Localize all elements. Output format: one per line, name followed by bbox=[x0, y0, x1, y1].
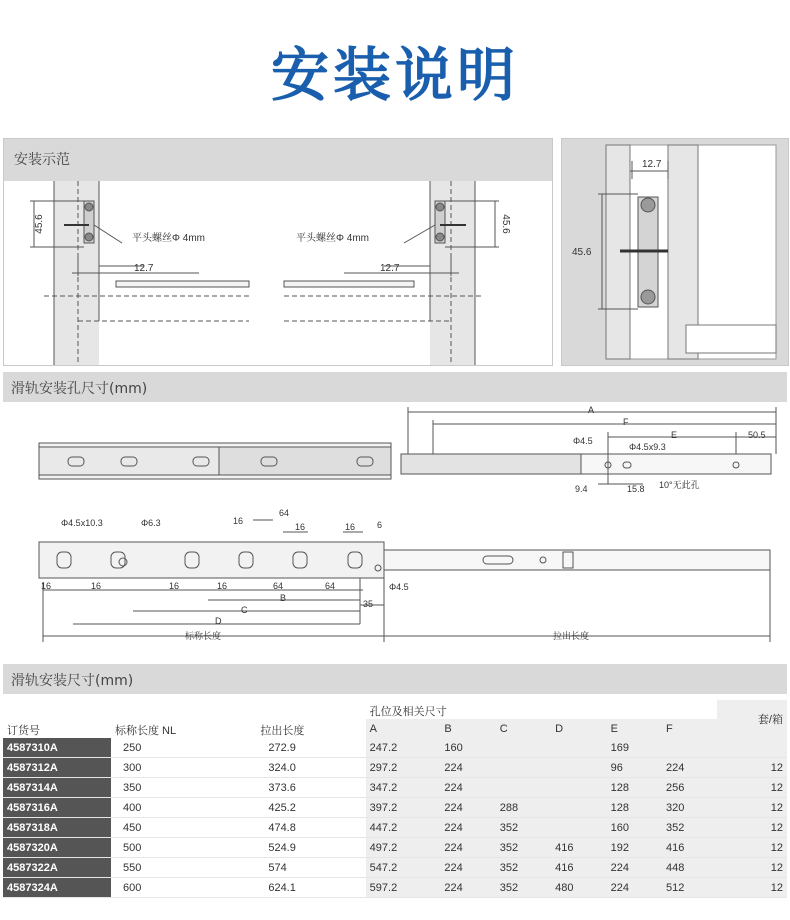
table-cell-b: 224 bbox=[440, 818, 495, 838]
table-cell-nl: 550 bbox=[111, 858, 256, 878]
table-cell-ext: 624.1 bbox=[256, 878, 365, 898]
table-cell-nl: 600 bbox=[111, 878, 256, 898]
table-cell-ext: 324.0 bbox=[256, 758, 365, 778]
detail-panel bbox=[561, 138, 789, 366]
dim-16-b2: 16 bbox=[91, 581, 102, 591]
table-cell-f: 448 bbox=[662, 858, 717, 878]
table-cell-f: 352 bbox=[662, 818, 717, 838]
bottom-slot-label: Φ4.5x10.3 bbox=[61, 518, 103, 528]
table-row bbox=[3, 798, 787, 818]
install-dims-header bbox=[3, 664, 787, 694]
top-slot-label: Φ4.5x9.3 bbox=[629, 442, 666, 452]
col-D-header: D bbox=[551, 719, 606, 738]
dim-16-b3: 16 bbox=[169, 581, 180, 591]
table-cell-code: 4587320A bbox=[3, 838, 111, 858]
col-A-header: A bbox=[366, 719, 441, 738]
table-cell-d bbox=[551, 758, 606, 778]
dim-64-top: 64 bbox=[279, 508, 290, 518]
table-cell-e: 128 bbox=[607, 798, 662, 818]
hole-drawing bbox=[3, 402, 787, 652]
table-cell-nl: 400 bbox=[111, 798, 256, 818]
table-cell-b: 160 bbox=[440, 738, 495, 758]
dim-64-b1: 64 bbox=[273, 581, 284, 591]
bottom-phi45-label: Φ4.5 bbox=[389, 582, 409, 592]
table-cell-d: 416 bbox=[551, 838, 606, 858]
table-cell-b: 224 bbox=[440, 798, 495, 818]
table-cell-code: 4587318A bbox=[3, 818, 111, 838]
table-cell-a: 347.2 bbox=[366, 778, 441, 798]
table-cell-e: 128 bbox=[607, 778, 662, 798]
table-cell-box: 12 bbox=[717, 778, 787, 798]
table-cell-f: 416 bbox=[662, 838, 717, 858]
no-hole-note: 10°无此孔 bbox=[659, 480, 700, 490]
table-cell-a: 547.2 bbox=[366, 858, 441, 878]
table-cell-f: 320 bbox=[662, 798, 717, 818]
table-cell-c bbox=[496, 758, 551, 778]
right-screw-label: 平头螺丝Φ 4mm bbox=[296, 233, 369, 244]
table-cell-code: 4587322A bbox=[3, 858, 111, 878]
table-cell-a: 397.2 bbox=[366, 798, 441, 818]
table-cell-a: 297.2 bbox=[366, 758, 441, 778]
col-E-header: E bbox=[607, 719, 662, 738]
table-cell-d: 416 bbox=[551, 858, 606, 878]
table-row bbox=[3, 838, 787, 858]
col-F-header: F bbox=[662, 719, 717, 738]
dim-50-5: 50.5 bbox=[748, 430, 766, 440]
dim-16-b1: 16 bbox=[41, 581, 52, 591]
table-cell-b: 224 bbox=[440, 858, 495, 878]
table-cell-c: 352 bbox=[496, 858, 551, 878]
table-cell-e: 192 bbox=[607, 838, 662, 858]
detail-height-dim: 45.6 bbox=[572, 247, 592, 258]
bottom-phi63-label: Φ6.3 bbox=[141, 518, 161, 528]
table-cell-ext: 574 bbox=[256, 858, 365, 878]
table-row bbox=[3, 778, 787, 798]
dim-C: C bbox=[241, 605, 248, 615]
dim-6: 6 bbox=[377, 520, 383, 530]
table-cell-nl: 450 bbox=[111, 818, 256, 838]
table-cell-e: 96 bbox=[607, 758, 662, 778]
table-row bbox=[3, 738, 787, 758]
table-cell-box: 12 bbox=[717, 858, 787, 878]
page-title: 安装说明 bbox=[270, 41, 519, 109]
table-cell-e: 224 bbox=[607, 878, 662, 898]
dim-64-b2: 64 bbox=[325, 581, 336, 591]
table-cell-e: 224 bbox=[607, 858, 662, 878]
right-height-dim: 45.6 bbox=[500, 214, 511, 234]
table-cell-c: 352 bbox=[496, 878, 551, 898]
left-height-dim: 45.6 bbox=[34, 214, 45, 234]
install-demo-header bbox=[4, 139, 552, 181]
table-row bbox=[3, 878, 787, 898]
install-dims-title: 滑轨安装尺寸(mm) bbox=[11, 673, 134, 689]
table-cell-d bbox=[551, 738, 606, 758]
table-cell-a: 497.2 bbox=[366, 838, 441, 858]
top-phi45-label: Φ4.5 bbox=[573, 436, 593, 446]
table-cell-a: 597.2 bbox=[366, 878, 441, 898]
table-cell-c: 352 bbox=[496, 838, 551, 858]
table-cell-box: 12 bbox=[717, 798, 787, 818]
dim-16-top-c: 16 bbox=[345, 522, 356, 532]
dim-F: F bbox=[623, 417, 629, 427]
table-cell-e: 160 bbox=[607, 818, 662, 838]
table-cell-e: 169 bbox=[607, 738, 662, 758]
install-demo-drawing bbox=[4, 181, 552, 365]
table-row bbox=[3, 758, 787, 778]
table-row bbox=[3, 818, 787, 838]
hole-dims-header bbox=[3, 372, 787, 402]
table-cell-f: 256 bbox=[662, 778, 717, 798]
table-cell-d bbox=[551, 798, 606, 818]
table-cell-box: 12 bbox=[717, 818, 787, 838]
col-holes-header: 孔位及相关尺寸 bbox=[369, 706, 447, 718]
detail-drawing bbox=[562, 139, 788, 365]
install-demo-title: 安装示范 bbox=[14, 152, 70, 168]
table-cell-nl: 250 bbox=[111, 738, 256, 758]
dim-9-4: 9.4 bbox=[575, 484, 588, 494]
table-cell-nl: 300 bbox=[111, 758, 256, 778]
spec-table bbox=[3, 700, 787, 898]
table-cell-box: 12 bbox=[717, 878, 787, 898]
table-cell-f: 224 bbox=[662, 758, 717, 778]
bottom-rail bbox=[39, 520, 770, 642]
table-cell-nl: 350 bbox=[111, 778, 256, 798]
table-cell-f bbox=[662, 738, 717, 758]
dim-35: 35 bbox=[363, 599, 374, 609]
right-offset-dim: 12.7 bbox=[380, 263, 400, 274]
dim-D: D bbox=[215, 616, 222, 626]
dim-B: B bbox=[280, 593, 287, 603]
table-cell-a: 447.2 bbox=[366, 818, 441, 838]
table-cell-c: 352 bbox=[496, 818, 551, 838]
table-cell-a: 247.2 bbox=[366, 738, 441, 758]
nominal-length-label: 标称长度 bbox=[185, 631, 222, 641]
table-cell-box: 12 bbox=[717, 838, 787, 858]
hole-dims-title: 滑轨安装孔尺寸(mm) bbox=[11, 381, 148, 397]
table-cell-code: 4587324A bbox=[3, 878, 111, 898]
table-cell-ext: 524.9 bbox=[256, 838, 365, 858]
table-cell-code: 4587316A bbox=[3, 798, 111, 818]
col-extend-header: 拉出长度 bbox=[260, 725, 305, 737]
table-row bbox=[3, 858, 787, 878]
detail-width-dim: 12.7 bbox=[642, 159, 662, 170]
dim-E: E bbox=[671, 430, 678, 440]
table-cell-code: 4587310A bbox=[3, 738, 111, 758]
col-nominal-header: 标称长度 NL bbox=[115, 725, 177, 737]
table-cell-c bbox=[496, 778, 551, 798]
dim-16-top-b: 16 bbox=[295, 522, 306, 532]
table-cell-d bbox=[551, 778, 606, 798]
table-cell-code: 4587314A bbox=[3, 778, 111, 798]
table-cell-d bbox=[551, 818, 606, 838]
table-cell-d: 480 bbox=[551, 878, 606, 898]
table-cell-code: 4587312A bbox=[3, 758, 111, 778]
dim-16-b4: 16 bbox=[217, 581, 228, 591]
table-cell-c bbox=[496, 738, 551, 758]
table-cell-b: 224 bbox=[440, 778, 495, 798]
table-cell-b: 224 bbox=[440, 878, 495, 898]
table-cell-b: 224 bbox=[440, 758, 495, 778]
dim-A: A bbox=[588, 405, 595, 415]
table-cell-ext: 474.8 bbox=[256, 818, 365, 838]
dim-15-8: 15.8 bbox=[627, 484, 645, 494]
table-cell-ext: 373.6 bbox=[256, 778, 365, 798]
extend-length-label: 拉出长度 bbox=[553, 631, 590, 641]
left-screw-label: 平头螺丝Φ 4mm bbox=[132, 233, 205, 244]
col-C-header: C bbox=[496, 719, 551, 738]
dim-16-top-a: 16 bbox=[233, 516, 244, 526]
col-B-header: B bbox=[440, 719, 495, 738]
table-cell-box bbox=[717, 738, 787, 758]
table-cell-ext: 425.2 bbox=[256, 798, 365, 818]
left-offset-dim: 12.7 bbox=[134, 263, 154, 274]
table-cell-ext: 272.9 bbox=[256, 738, 365, 758]
table-cell-c: 288 bbox=[496, 798, 551, 818]
col-box-header: 套/箱 bbox=[717, 700, 787, 738]
install-demo-panel bbox=[3, 138, 553, 366]
table-cell-box: 12 bbox=[717, 758, 787, 778]
table-cell-nl: 500 bbox=[111, 838, 256, 858]
table-cell-f: 512 bbox=[662, 878, 717, 898]
table-cell-b: 224 bbox=[440, 838, 495, 858]
col-code-header: 订货号 bbox=[7, 725, 40, 737]
